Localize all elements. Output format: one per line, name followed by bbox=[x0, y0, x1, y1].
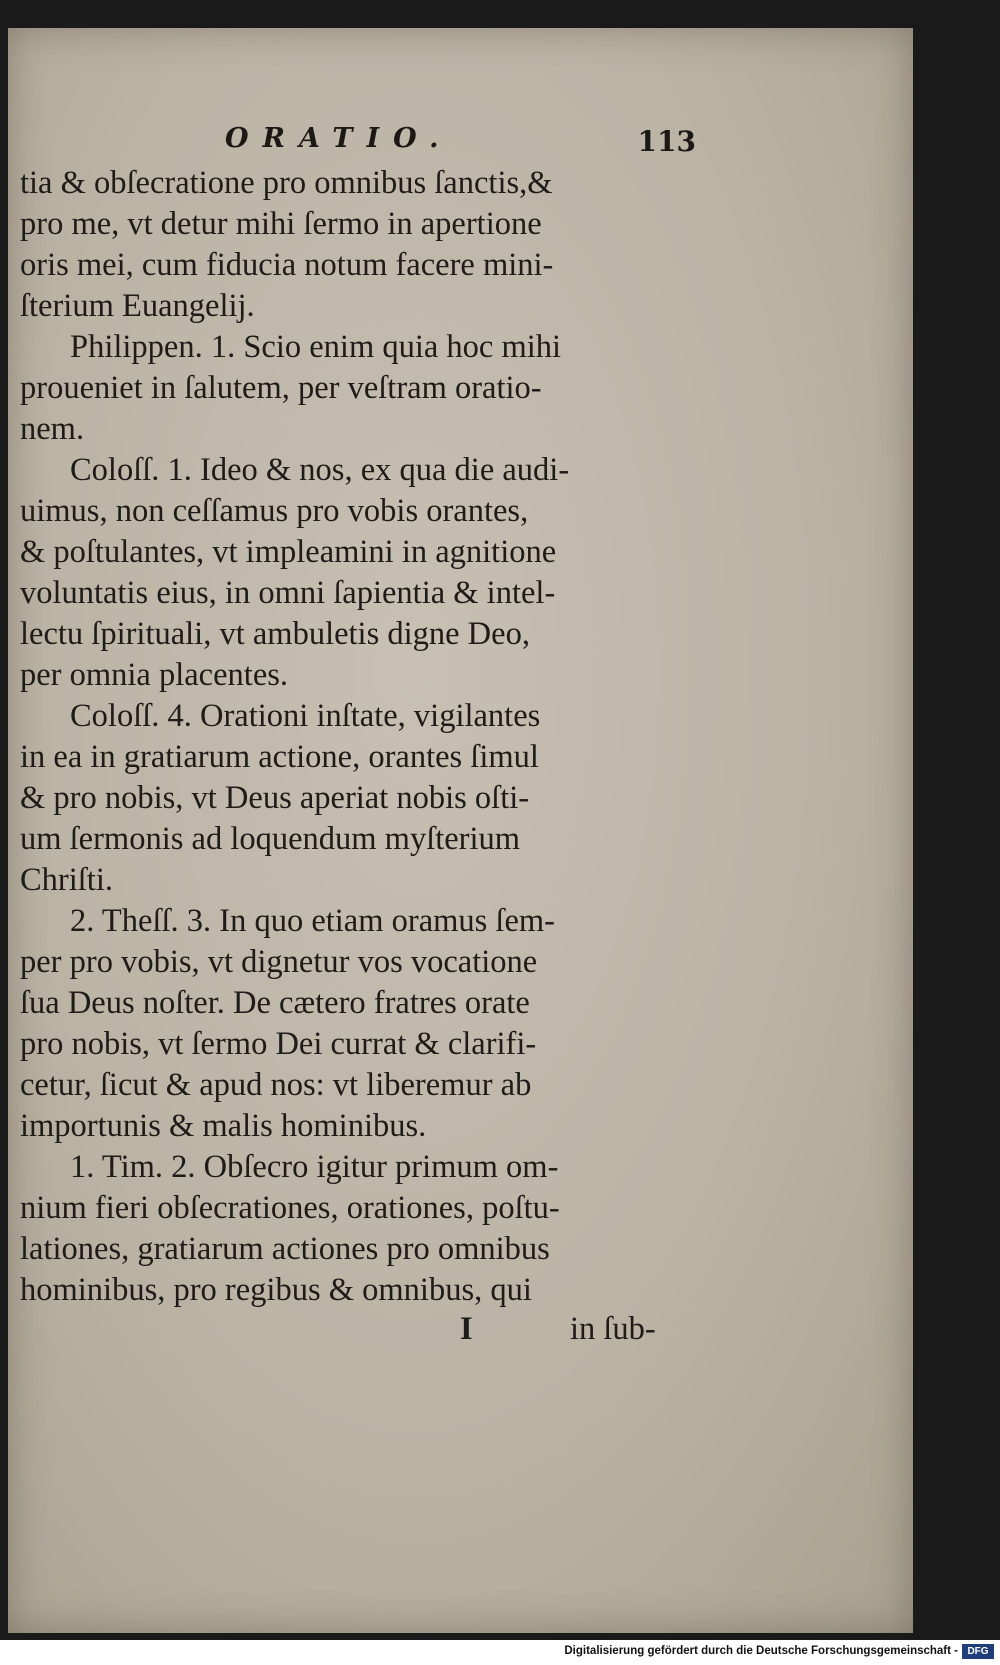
catchword: in ſub- bbox=[570, 1311, 656, 1347]
text-line: hominibus, pro regibus & omnibus, qui bbox=[20, 1272, 532, 1308]
text-line: importunis & malis hominibus. bbox=[20, 1108, 427, 1144]
running-head: ORATIO. bbox=[225, 123, 453, 154]
signature-mark: I bbox=[460, 1311, 473, 1347]
page-number: 113 bbox=[637, 125, 696, 158]
text-line: voluntatis eius, in omni ſapientia & intel- bbox=[20, 575, 556, 611]
text-line: proueniet in ſalutem, per veſtram oratio- bbox=[20, 370, 542, 406]
page-header bbox=[20, 123, 700, 163]
text-line: & pro nobis, vt Deus aperiat nobis oſti- bbox=[20, 780, 530, 816]
text-line: ſua Deus noſter. De cætero fratres orate bbox=[20, 985, 530, 1021]
text-line: cetur, ſicut & apud nos: vt liberemur ab bbox=[20, 1067, 532, 1103]
text-line: 2. Theſſ. 3. In quo etiam oramus ſem- bbox=[70, 903, 555, 939]
text-line: pro me, vt detur mihi ſermo in apertione bbox=[20, 206, 542, 242]
text-line: 1. Tim. 2. Obſecro igitur primum om- bbox=[70, 1149, 559, 1185]
text-line: in ea in gratiarum actione, orantes ſimul bbox=[20, 739, 539, 775]
text-line: pro nobis, vt ſermo Dei currat & clarifi- bbox=[20, 1026, 537, 1062]
footer-bar bbox=[0, 1640, 1000, 1665]
text-line: per omnia placentes. bbox=[20, 657, 289, 693]
book-page bbox=[8, 28, 913, 1633]
text-line: uimus, non ceſſamus pro vobis orantes, bbox=[20, 493, 529, 529]
text-line: lationes, gratiarum actiones pro omnibus bbox=[20, 1231, 550, 1267]
text-line: nium fieri obſecrationes, orationes, poſtu- bbox=[20, 1190, 560, 1226]
text-line: Coloſſ. 1. Ideo & nos, ex qua die audi- bbox=[70, 452, 570, 488]
text-line: ſterium Euangelij. bbox=[20, 288, 255, 324]
text-line: lectu ſpirituali, vt ambuletis digne Deo, bbox=[20, 616, 530, 652]
text-line: & poſtulantes, vt impleamini in agnitione bbox=[20, 534, 557, 570]
text-line: per pro vobis, vt dignetur vos vocatione bbox=[20, 944, 538, 980]
text-line: tia & obſecratione pro omnibus ſanctis,& bbox=[20, 165, 553, 201]
text-line: Philippen. 1. Scio enim quia hoc mihi bbox=[70, 329, 562, 365]
text-line: oris mei, cum fiducia notum facere mini- bbox=[20, 247, 554, 283]
text-line: um ſermonis ad loquendum myſterium bbox=[20, 821, 521, 857]
text-line: Chriſti. bbox=[20, 862, 113, 898]
text-line: nem. bbox=[20, 411, 85, 447]
text-line: Coloſſ. 4. Orationi inſtate, vigilantes bbox=[70, 698, 541, 734]
catch-line bbox=[20, 1311, 700, 1352]
dfg-logo: DFG bbox=[962, 1644, 994, 1659]
funding-note: Digitalisierung gefördert durch die Deutsche Forschungsgemeinschaft - bbox=[564, 1645, 958, 1657]
